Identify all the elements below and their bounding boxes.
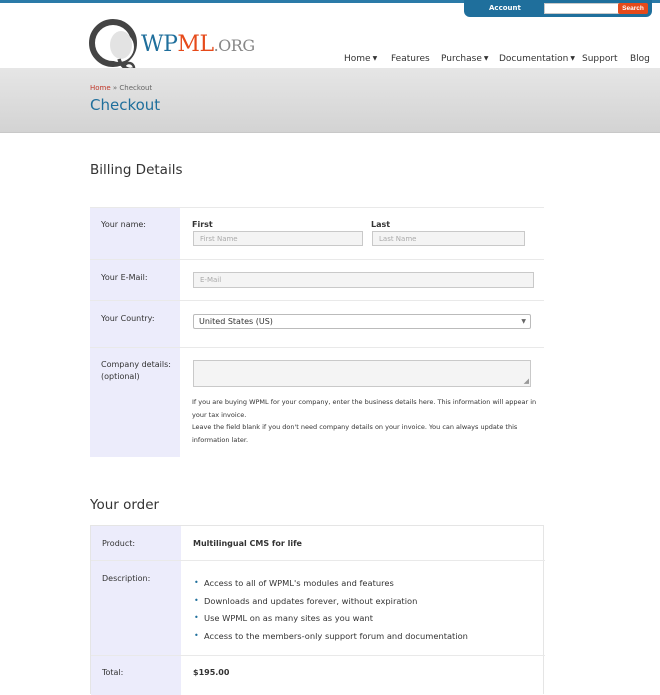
resize-grip-icon[interactable]: ◢ (523, 377, 529, 385)
breadcrumb-home-link[interactable]: Home (90, 84, 111, 92)
breadcrumb-current: Checkout (119, 84, 153, 92)
feature-list (193, 578, 468, 649)
bullet-icon: • (194, 595, 199, 605)
company-details-textarea[interactable] (193, 360, 531, 387)
product-label: Product: (102, 539, 136, 548)
caret-down-icon: ▼ (372, 55, 378, 62)
list-item: • Downloads and updates forever, without expiration (194, 595, 418, 606)
row-divider (91, 655, 545, 656)
your-order-title: Your order (90, 497, 160, 513)
billing-form (90, 207, 544, 457)
list-item: • Access to all of WPML's modules and features (194, 578, 394, 588)
nav-home[interactable]: Home ▼ (344, 54, 378, 64)
page-title: Checkout (90, 96, 161, 114)
nav-purchase[interactable]: Purchase ▼ (441, 54, 489, 64)
last-name-caption: Last (371, 220, 391, 229)
account-link[interactable]: Account (489, 4, 521, 12)
description-label: Description: (102, 574, 151, 583)
caret-down-icon: ▼ (483, 55, 489, 62)
company-label: Company details: (optional) (101, 360, 171, 381)
bullet-icon: • (194, 578, 199, 587)
country-label: Your Country: (101, 314, 155, 323)
row-divider (90, 259, 544, 260)
product-value: Multilingual CMS for life (193, 539, 302, 548)
row-divider (90, 207, 544, 208)
nav-support[interactable]: Support (582, 54, 618, 64)
row-divider (91, 560, 545, 561)
bullet-icon: • (194, 631, 199, 641)
breadcrumb: Home » Checkout (90, 84, 153, 92)
account-bar (464, 0, 652, 17)
chevron-down-icon: ▼ (521, 318, 526, 325)
logo-wordmark: WPML.ORG (141, 32, 255, 57)
last-name-field[interactable] (372, 231, 525, 246)
search-button[interactable]: Search (618, 3, 648, 14)
caret-down-icon: ▼ (570, 55, 576, 62)
row-divider (90, 300, 544, 301)
row-divider (90, 347, 544, 348)
first-name-caption: First (192, 220, 213, 229)
email-label: Your E-Mail: (101, 273, 148, 282)
order-summary (90, 525, 544, 694)
email-field[interactable] (193, 272, 534, 288)
company-help-text-2: Leave the field blank if you don't need company details on your invoice. You can always update this information later. (192, 423, 518, 444)
billing-label-column (90, 207, 180, 457)
list-item: • Use WPML on as many sites as you want (194, 613, 374, 624)
country-select[interactable]: United States (US) ▼ (193, 314, 531, 329)
company-help-text: If you are buying WPML for your company, enter the business details here. This information will appear in your tax invoice. (192, 398, 537, 419)
nav-features[interactable]: Features (391, 54, 430, 64)
list-item: • Access to the members-only support forum and documentation (194, 631, 468, 642)
billing-details-title: Billing Details (90, 162, 183, 178)
bullet-icon: • (194, 613, 199, 623)
site-search-input[interactable] (544, 3, 620, 14)
nav-documentation[interactable]: Documentation ▼ (499, 54, 576, 64)
name-label: Your name: (101, 220, 147, 229)
main-nav (0, 54, 660, 66)
nav-blog[interactable]: Blog (630, 54, 650, 64)
first-name-field[interactable] (193, 231, 363, 246)
total-value: $195.00 (193, 668, 230, 677)
total-label: Total: (102, 668, 124, 677)
